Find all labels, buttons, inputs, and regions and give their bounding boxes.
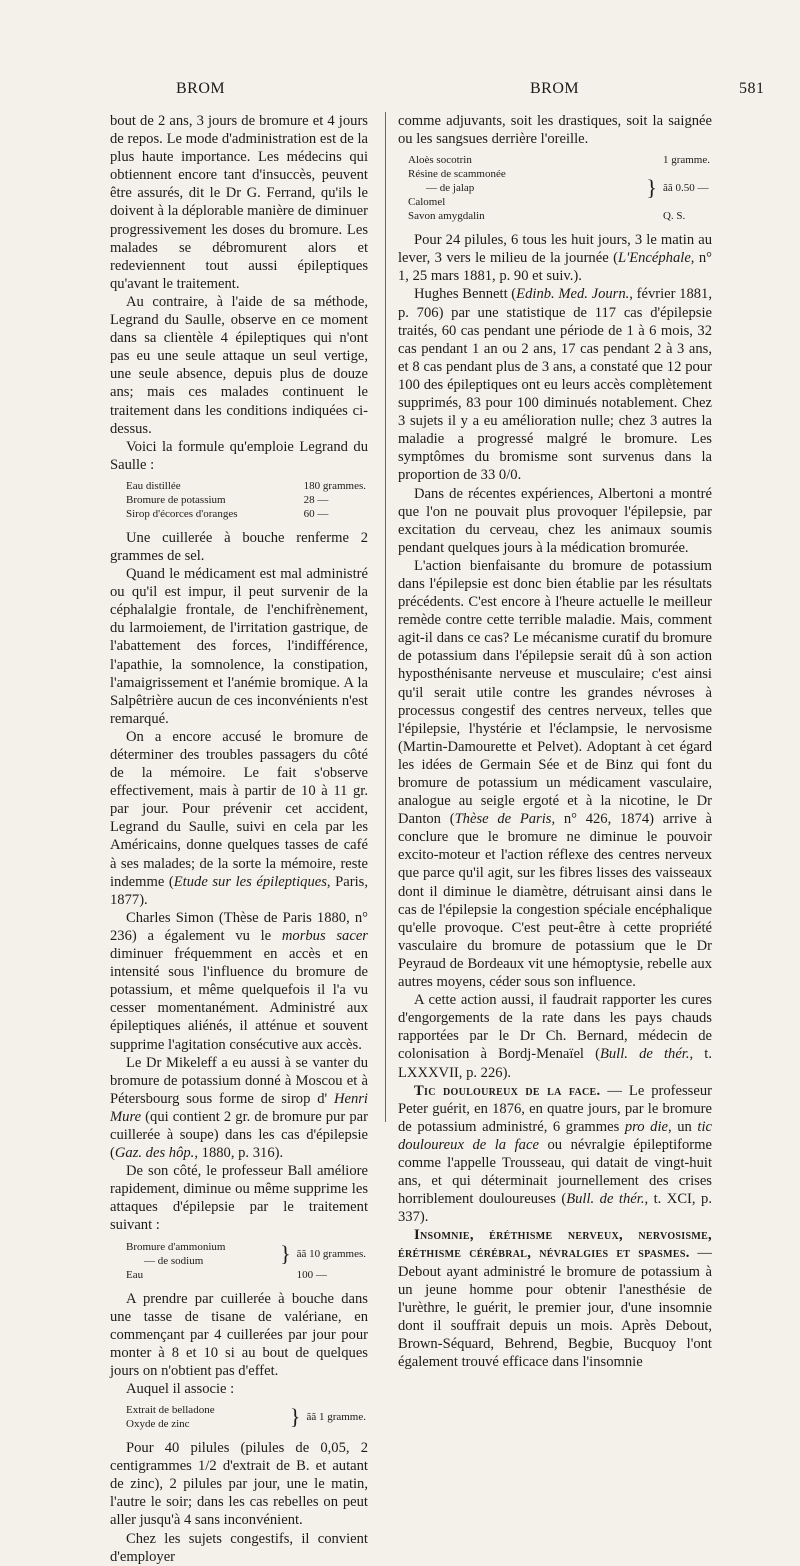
citation: Gaz. des hôp. bbox=[114, 1145, 195, 1162]
paragraph: Hughes Bennett (Edinb. Med. Journ., février 1881, p. 706) par une statistique de 117 cas d'épilepsie traités, 60 cas pendant une période de 1 à 6 mois, 32 cas pendant 1 an ou 2 ans, 17 cas pendant 2 à 3 ans, et 8 cas pendant plus de 3 ans, a constaté que 12 pour 100 des épileptiques ont eu leurs accès complètement supprimés, 83 pour 100 diminués notablement. Chez 3 sujets il y a eu amélioration nulle; chez 3 autres la maladie a progressé malgré le bromure. Les symptômes du bromisme sont survenus dans la proportion de 33 0/0. bbox=[398, 286, 712, 484]
paragraph: Pour 24 pilules, 6 tous les huit jours, 3 le matin au lever, 3 vers le milieu de la journée (L'Encéphale, n° 1, 25 mars 1881, p. 90 et suiv.). bbox=[398, 232, 712, 285]
ingredient: Savon amygdalin bbox=[408, 210, 485, 223]
ingredient: Sirop d'écorces d'oranges bbox=[126, 507, 238, 520]
page-number: 581 bbox=[739, 80, 765, 97]
paragraph: Pour 40 pilules (pilules de 0,05, 2 centigrammes 1/2 d'extrait de B. et autant de zinc), 2 pilules par jour, une le matin, l'autre le soir; dans les cas rebelles on peut aller jusqu'à 4 sans inconvénient. bbox=[110, 1440, 368, 1529]
product-name: Henri Mure bbox=[110, 1090, 368, 1125]
ingredient: Eau distillée bbox=[126, 479, 181, 492]
ingredient: Aloès socotrin bbox=[408, 154, 472, 167]
paragraph: Dans de récentes expériences, Albertoni a montré que l'on ne pouvait plus provoquer l'épilepsie, par excitation du cerveau, chez les animaux soumis pendant quelques jours à la médication bromurée. bbox=[398, 485, 712, 556]
paragraph: bout de 2 ans, 3 jours de bromure et 4 jours de repos. Le mode d'administration est de la plus haute importance. Les médecins qui obtiennent encore tant d'insuccès, peuvent être assurés, dit le Dr G. Ferrand, qu'ils le doivent à la déplorable manière de diminuer progressivement les doses du bromure. Les malades se débromurent alors et redeviennent tout aussi épileptiques qu'avant le traitement. bbox=[110, 113, 368, 292]
formula-legrand bbox=[124, 479, 368, 521]
ingredient: Bromure de potassium bbox=[126, 493, 226, 506]
ingredient: Résine de scammonée bbox=[408, 168, 506, 181]
column-divider bbox=[385, 112, 386, 1122]
quantity: Q. S. bbox=[662, 210, 686, 223]
ingredient: Calomel bbox=[408, 196, 446, 209]
section-heading: Insomnie, éréthisme nerveux, nervosisme, éréthisme cérébral, névralgies et spasmes. bbox=[398, 1227, 712, 1262]
quantity: 60 — bbox=[303, 507, 329, 520]
section-heading: Tic douloureux de la face. bbox=[414, 1082, 601, 1099]
paragraph: Auquel il associe : bbox=[126, 1381, 235, 1397]
ingredient: Bromure d'ammonium bbox=[126, 1240, 226, 1253]
paragraph: L'action bienfaisante du bromure de potassium dans l'épilepsie est donc bien établie par les résultats précédents. C'est encore à l'heure actuelle le meilleur remède contre cette terrible maladie. Mais, comment agit-il dans ce cas? Le mécanisme curatif du bromure de potassium dans l'épilepsie serait dû à son action hyposthénisante nerveuse et musculaire; c'est ainsi qu'il serait utile contre les grandes névroses à processus congestif des centres nerveux, telles que l'épilepsie, l'hystérie et l'éclampsie, le nervosisme (Martin-Damourette et Pelvet). Adoptant à cet égard les idées de Germain Sée et de Binz qui font du bromure de potassium un médicament vasculaire, analogue au seigle ergoté et à la nicotine, le Dr Danton (Thèse de Paris, n° 426, 1874) arrive à conclure que le bromure ne diminue le pouvoir excito-moteur et l'action réflexe des centres nerveux que parce qu'il agit, sur les fibres lisses des vaisseaux dont il diminue le diamètre, détruisant ainsi dans le cas de l'épilepsie la congestion spéciale encéphalique qu'elle provoque. C'est peut-être à cette propriété vasculaire du bromure de potassium que le Dr Peyraud de Bordeaux vit une hémoptysie, rebelle aux autres moyens, céder sous son influence. bbox=[398, 557, 712, 991]
formula-ball bbox=[124, 1240, 368, 1282]
quantity: ãã 0.50 — bbox=[662, 182, 709, 195]
paragraph: Tic douloureux de la face. — Le professeur Peter guérit, en 1876, en quatre jours, par le bromure de potassium administré, 6 grammes pro die, un tic douloureux de la face ou névralgie épileptiforme comme l'appelle Trousseau, qui datait de vingt-huit ans, et qui déterminait journellement des crises horriblement douloureuses (Bull. de thér., t. XCI, p. 337). bbox=[398, 1082, 712, 1226]
paragraph: A cette action aussi, il faudrait rapporter les cures d'engorgements de la rate dans les pays chauds rapportées par le Dr Ch. Bernard, médecin de colonisation à Bordj-Menaïel (Bull. de thér., t. LXXXVII, p. 226). bbox=[398, 992, 712, 1081]
citation: Edinb. Med. Journ. bbox=[516, 286, 630, 303]
paragraph: On a encore accusé le bromure de déterminer des troubles passagers du côté de la mémoire. Le fait s'observe effectivement, mais à partir de 10 à 11 gr. par jour. Pour prévenir cet accident, Legrand du Saulle, suivi en cela par les Américains, donne quelques tasses de café à ses malades; de la sorte la mémoire, reste indemme (Etude sur les épileptiques, Paris, 1877). bbox=[110, 728, 368, 908]
formula-belladone bbox=[124, 1403, 368, 1431]
paragraph: De son côté, le professeur Ball améliore rapidement, diminue ou même supprime les attaques d'épilepsie par le traitement suivant : bbox=[110, 1163, 368, 1234]
paragraph: A prendre par cuillerée à bouche dans une tasse de tisane de valériane, en commençant par 4 cuillerées par jour pour monter à 8 et 10 si au bout de quelques jours on n'obtient pas d'effet. bbox=[110, 1290, 368, 1379]
quantity: ãã 1 gramme. bbox=[306, 1411, 366, 1424]
paragraph: Insomnie, éréthisme nerveux, nervosisme, éréthisme cérébral, névralgies et spasmes. — Debout ayant administré le bromure de potassium à un jeune homme pour obtenir l'anesthésie de l'urèthre, le guérit, le premier jour, d'une insomnie dont il souffrait depuis un mois. Après Debout, Brown-Séquard, Behrend, Begbie, Bucquoy l'ont également trouvé efficace dans l'insomnie bbox=[398, 1227, 712, 1370]
latin-term: morbus sacer bbox=[281, 927, 368, 944]
quantity: 1 gramme. bbox=[662, 154, 710, 167]
citation: Bull. de thér. bbox=[599, 1046, 690, 1063]
brace: } bbox=[646, 175, 657, 201]
paragraph: Une cuillerée à bouche renferme 2 grammes de sel. bbox=[110, 529, 368, 564]
paragraph: Quand le médicament est mal administré ou qu'il est impur, il peut survenir de la céphalalgie frontale, de l'enchifrènement, du larmoiement, de l'irritation gastrique, de l'abattement des forces, l'indifférence, l'apathie, la somnolence, la constipation, l'amaigrissement et l'anémie bromique. A la Salpêtrière aucun de ces inconvénients n'est remarqué. bbox=[110, 566, 368, 727]
quantity: 180 grammes. bbox=[303, 479, 366, 492]
running-head-center: BROM bbox=[530, 80, 580, 97]
citation: L'Encéphale bbox=[617, 250, 691, 267]
quantity: ãã 10 grammes. bbox=[296, 1247, 366, 1260]
citation: Etude sur les épileptiques bbox=[173, 873, 327, 890]
citation: Bull. de thér. bbox=[566, 1191, 645, 1208]
ingredient: — de sodium bbox=[144, 1254, 204, 1267]
paragraph: Le Dr Mikeleff a eu aussi à se vanter du bromure de potassium donné à Moscou et à Pétersbourg sous forme de sirop d' Henri Mure (qui contient 2 gr. de bromure pur par cuillerée à soupe) dans les cas d'épilepsie (Gaz. des hôp., 1880, p. 316). bbox=[110, 1054, 368, 1162]
ingredient: Eau bbox=[126, 1268, 144, 1281]
paragraph: Charles Simon (Thèse de Paris 1880, n° 236) a également vu le morbus sacer diminuer fréquemment en accès et en intensité sous l'influence du bromure de potassium, et même quelquefois il l'a vu cesser momentanément. Administré aux épileptiques aliénés, il atténue et souvent supprime l'agitation consécutive aux accès. bbox=[110, 909, 368, 1053]
brace: } bbox=[289, 1404, 301, 1430]
formula-drastiques bbox=[406, 153, 712, 223]
brace: } bbox=[280, 1240, 291, 1266]
ingredient: Oxyde de zinc bbox=[126, 1418, 190, 1431]
ingredient: Extrait de belladone bbox=[126, 1404, 215, 1417]
running-head-left: BROM bbox=[176, 80, 226, 97]
left-column bbox=[110, 112, 368, 1566]
paragraph: Chez les sujets congestifs, il convient d'employer bbox=[110, 1530, 368, 1565]
paragraph: Voici la formule qu'emploie Legrand du Saulle : bbox=[110, 438, 368, 473]
right-column bbox=[398, 112, 712, 1371]
ingredient: — de jalap bbox=[426, 182, 475, 195]
paragraph: Au contraire, à l'aide de sa méthode, Legrand du Saulle, observe en ce moment dans sa clientèle 4 épileptiques qui n'ont pas eu une seule attaque un seul vertige, une seule absence, depuis plus de douze ans; mais ces malades continuent le traitement dans les conditions indiquées ci-dessus. bbox=[110, 293, 368, 437]
quantity: 100 — bbox=[296, 1268, 327, 1281]
quantity: 28 — bbox=[303, 493, 329, 506]
paragraph: comme adjuvants, soit les drastiques, soit la saignée ou les sangsues derrière l'oreille. bbox=[398, 113, 712, 148]
citation: Thèse de Paris bbox=[454, 811, 552, 828]
